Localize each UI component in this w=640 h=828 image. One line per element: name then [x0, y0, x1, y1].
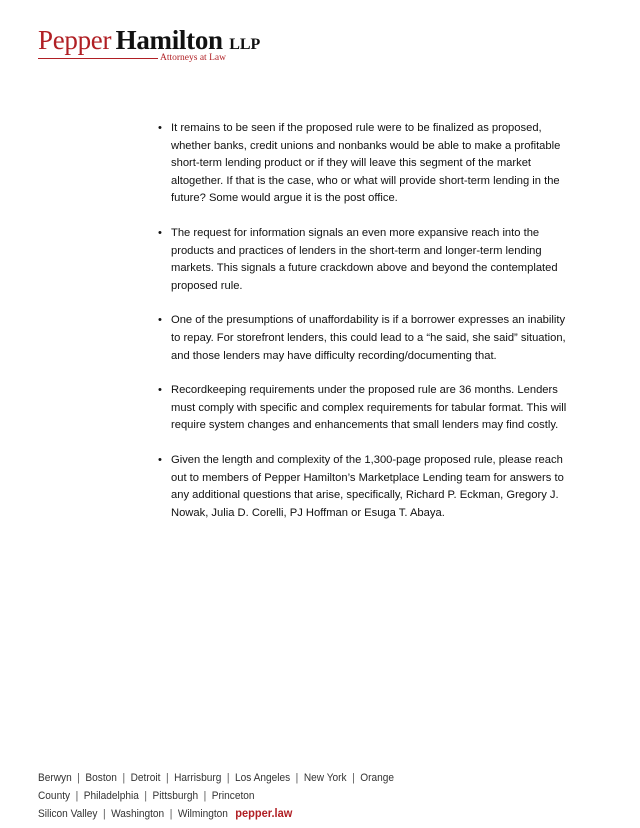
bullet-item: [158, 452, 568, 522]
logo-rule: [38, 58, 158, 59]
office-name: Detroit: [130, 772, 161, 784]
office-separator: |: [122, 772, 126, 784]
office-name: Washington: [111, 808, 165, 820]
bullet-dot: •: [158, 453, 162, 466]
bullet-dot: •: [158, 384, 162, 397]
office-separator: |: [226, 772, 230, 784]
logo-wordmark: [38, 26, 260, 59]
bullet-text: The request for information signals an even more expansive reach into the products and practices of lenders in the short-term and longer-term lending markets. This signals a future crackdown above and beyond the contemplated proposed rule.: [171, 226, 558, 292]
office-separator: |: [102, 808, 106, 820]
bullet-item: [158, 120, 568, 208]
bullet-list: [158, 120, 568, 539]
bullet-text: Given the length and complexity of the 1,300-page proposed rule, please reach out to members of Pepper Hamilton’s Marketplace Lending team for answers to any additional questions that arise, specifically, Richard P. Eckman, Gregory J. Nowak, Julia D. Corelli, PJ Hoffman or Esuga T. Abaya.: [171, 453, 564, 519]
office-separator: |: [169, 808, 173, 820]
bullet-item: [158, 382, 568, 435]
office-separator: |: [77, 772, 80, 784]
website-link[interactable]: pepper.law: [235, 806, 293, 820]
office-name: Los Angeles: [235, 772, 291, 784]
office-name: New York: [303, 772, 347, 784]
bullet-dot: •: [158, 314, 162, 327]
bullet-dot: •: [158, 122, 162, 134]
office-name: Orange County: [38, 772, 395, 802]
office-separator: |: [165, 772, 169, 784]
bullet-text: One of the presumptions of unaffordability is if a borrower expresses an inability to repay. For storefront lenders, this could lead to a “he said, she said” situation, and those lenders may have difficulty recording/documenting that.: [171, 314, 566, 362]
office-name: Philadelphia: [83, 789, 139, 802]
logo-pepper: Pepper: [38, 25, 112, 55]
office-name: Princeton: [211, 789, 255, 802]
bullet-item: [158, 225, 568, 295]
office-name: Boston: [85, 772, 117, 784]
offices-line-1: [38, 770, 572, 805]
office-name: Pittsburgh: [152, 789, 199, 802]
office-separator: |: [144, 789, 148, 802]
logo-llp: LLP: [229, 36, 261, 53]
logo-hamilton: Hamilton: [115, 25, 223, 55]
office-separator: |: [75, 789, 79, 802]
offices-line-2: [38, 805, 572, 824]
logo-tagline: Attorneys at Law: [160, 53, 226, 63]
footer-offices: [38, 770, 572, 824]
office-name: Silicon Valley: [38, 808, 98, 820]
bullet-text: It remains to be seen if the proposed rule were to be finalized as proposed, whether banks, credit unions and nonbanks would be able to make a profitable short-term lending product or if they will leave this segment of the market altogether. If that is the case, who or what will provide short-term lending in the future? Some would argue it is the post office.: [171, 122, 561, 205]
bullet-item: [158, 312, 568, 365]
firm-logo: [38, 25, 261, 66]
office-separator: |: [352, 772, 355, 784]
bullet-dot: •: [158, 226, 162, 239]
office-separator: |: [203, 789, 207, 802]
office-name: Wilmington: [177, 808, 228, 820]
office-separator: |: [295, 772, 299, 784]
office-name: Harrisburg: [174, 772, 222, 784]
bullet-text: Recordkeeping requirements under the proposed rule are 36 months. Lenders must comply with specific and complex requirements for tabular format. This will require system changes and enhancements that small lenders may find costly.: [171, 384, 567, 432]
office-name: Berwyn: [38, 772, 72, 784]
